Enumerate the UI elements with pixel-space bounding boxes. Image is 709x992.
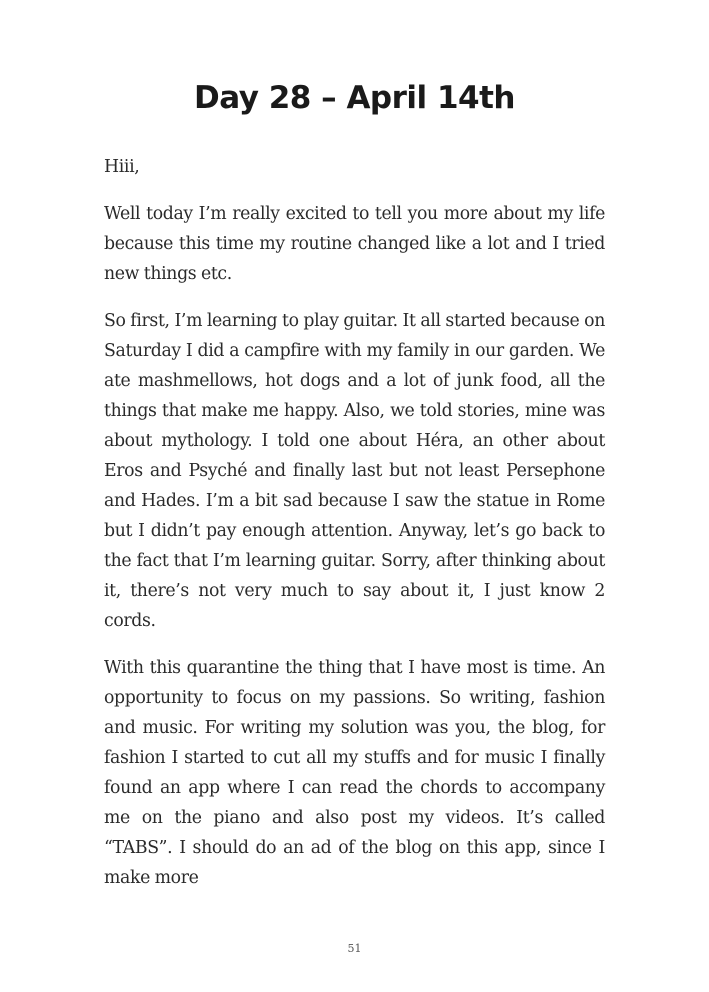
paragraph-3: With this quarantine the thing that I have most is time. An opportunity to focus on my passions. So writing, fashion and music. For writing my solution was you, the blog, for fashion I started to cut all my stuffs and for music I finally found an app where I can read the chords to accompany me on the piano and also post my videos. It’s called “TABS”. I should do an ad of the blog on this app, since I make more [104,658,605,888]
paragraph-1: Well today I’m really excited to tell you more about my life because this time my routine changed like a lot and I tried new things etc. [104,204,605,284]
page-title: Day 28 – April 14th [194,80,515,116]
page-number: 51 [347,942,362,955]
paragraph-2: So first, I’m learning to play guitar. It all started because on Saturday I did a campfire with my family in our garden. We ate mashmellows, hot dogs and a lot of junk food, all the things that make me happy. Also, we told stories, mine was about mythology. I told one about Héra, an other about Eros and Psyché and finally last but not least Persephone and Hades. I’m a bit sad because I saw the statue in Rome but I didn’t pay enough attention. Anyway, let’s go back to the fact that I’m learning guitar. Sorry, after thinking about it, there’s not very much to say about it, I just know 2 cords. [104,311,605,631]
greeting: Hiii, [104,157,140,177]
body-text [104,152,605,910]
